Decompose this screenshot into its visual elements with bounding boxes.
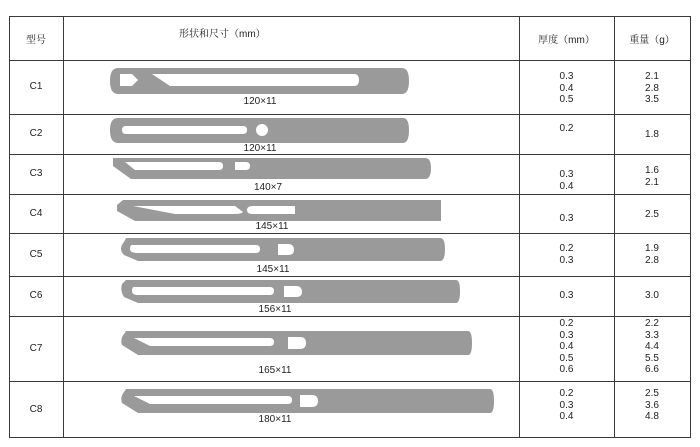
blade-dimension: 156×11 <box>258 304 292 315</box>
thickness-value: 0.2 <box>559 243 574 254</box>
thickness-cell <box>519 388 614 423</box>
thickness-value: 0.3 <box>559 290 574 301</box>
thickness-value: 0.3 <box>559 213 574 224</box>
row-divider <box>9 233 691 234</box>
blade-dimension: 180×11 <box>258 414 292 425</box>
header-thickness: 厚度（mm） <box>538 35 595 46</box>
thickness-cell <box>519 123 614 135</box>
weight-value: 2.5 <box>645 209 659 220</box>
model-cell: C1 <box>29 81 43 92</box>
thickness-cell <box>519 318 614 376</box>
weight-cell <box>614 388 690 423</box>
thickness-value: 0.4 <box>559 411 574 422</box>
thickness-cell <box>519 169 614 192</box>
thickness-value: 0.3 <box>559 254 574 266</box>
weight-cell <box>614 290 690 302</box>
thickness-value: 0.2 <box>559 388 574 399</box>
weight-value: 1.9 <box>645 243 659 254</box>
row-divider <box>9 60 691 61</box>
blade-c2-diagram <box>110 118 410 143</box>
blade-dimension: 145×11 <box>255 221 289 232</box>
weight-cell <box>614 129 690 141</box>
table-border-top <box>9 16 691 17</box>
thickness-value: 0.6 <box>559 364 574 375</box>
thickness-value: 0.5 <box>559 352 574 364</box>
weight-cell <box>614 71 690 106</box>
weight-value: 3.6 <box>645 399 659 411</box>
weight-value: 5.5 <box>645 352 659 364</box>
blade-c8-diagram <box>120 389 496 413</box>
thickness-value: 0.3 <box>559 71 574 82</box>
model-cell: C8 <box>29 404 43 415</box>
weight-value: 2.1 <box>645 176 659 188</box>
blade-dimension: 140×7 <box>253 182 283 193</box>
row-divider <box>9 194 691 195</box>
table-border-bottom <box>9 437 691 438</box>
thickness-cell <box>519 213 614 225</box>
blade-dimension: 120×11 <box>243 96 277 107</box>
table-border-right <box>690 16 691 438</box>
weight-value: 6.6 <box>645 364 659 375</box>
blade-dimension: 165×11 <box>258 365 292 376</box>
weight-value: 1.6 <box>645 165 659 176</box>
blade-dimension: 120×11 <box>243 143 277 154</box>
weight-value: 2.2 <box>645 318 659 329</box>
blade-c3-diagram <box>113 158 433 179</box>
weight-value: 3.0 <box>645 290 659 301</box>
weight-value: 1.8 <box>645 129 659 140</box>
model-cell: C7 <box>29 343 43 354</box>
model-cell: C3 <box>29 168 43 179</box>
header-shape: 形状和尺寸（mm） <box>179 29 266 40</box>
row-divider <box>9 114 691 115</box>
thickness-cell <box>519 243 614 266</box>
thickness-value: 0.3 <box>559 399 574 411</box>
weight-value: 4.8 <box>645 411 659 422</box>
thickness-cell <box>519 71 614 106</box>
thickness-cell <box>519 290 614 302</box>
row-divider <box>9 316 691 317</box>
blade-c5-diagram <box>118 238 446 261</box>
blade-c6-diagram <box>120 280 462 303</box>
weight-cell <box>614 209 690 221</box>
header-weight: 重量（g） <box>629 35 675 46</box>
thickness-value: 0.3 <box>559 329 574 341</box>
weight-value: 4.4 <box>645 341 659 352</box>
thickness-value: 0.4 <box>559 341 574 352</box>
weight-value: 2.8 <box>645 82 659 94</box>
blade-dimension: 145×11 <box>256 264 290 275</box>
blade-c1-diagram <box>110 68 410 94</box>
blade-c4-diagram <box>117 200 443 221</box>
weight-cell <box>614 243 690 266</box>
row-divider <box>9 381 691 382</box>
blade-c7-diagram <box>120 331 474 355</box>
weight-value: 2.1 <box>645 71 659 82</box>
thickness-value: 0.5 <box>559 94 574 105</box>
weight-value: 2.8 <box>645 254 659 266</box>
weight-value: 2.5 <box>645 388 659 399</box>
weight-value: 3.3 <box>645 329 659 341</box>
model-cell: C5 <box>29 249 43 260</box>
weight-value: 3.5 <box>645 94 659 105</box>
col-divider <box>63 16 64 438</box>
thickness-value: 0.2 <box>559 123 574 134</box>
thickness-value: 0.4 <box>559 82 574 94</box>
spec-table <box>9 16 691 438</box>
model-cell: C4 <box>29 208 43 219</box>
row-divider <box>9 154 691 155</box>
thickness-value: 0.2 <box>559 318 574 329</box>
weight-cell <box>614 318 690 376</box>
thickness-value: 0.3 <box>559 169 574 180</box>
row-divider <box>9 276 691 277</box>
weight-cell <box>614 165 690 188</box>
thickness-value: 0.4 <box>559 180 574 192</box>
model-cell: C2 <box>29 128 43 139</box>
header-model: 型号 <box>26 35 46 46</box>
model-cell: C6 <box>29 290 43 301</box>
table-border-left <box>9 16 10 438</box>
